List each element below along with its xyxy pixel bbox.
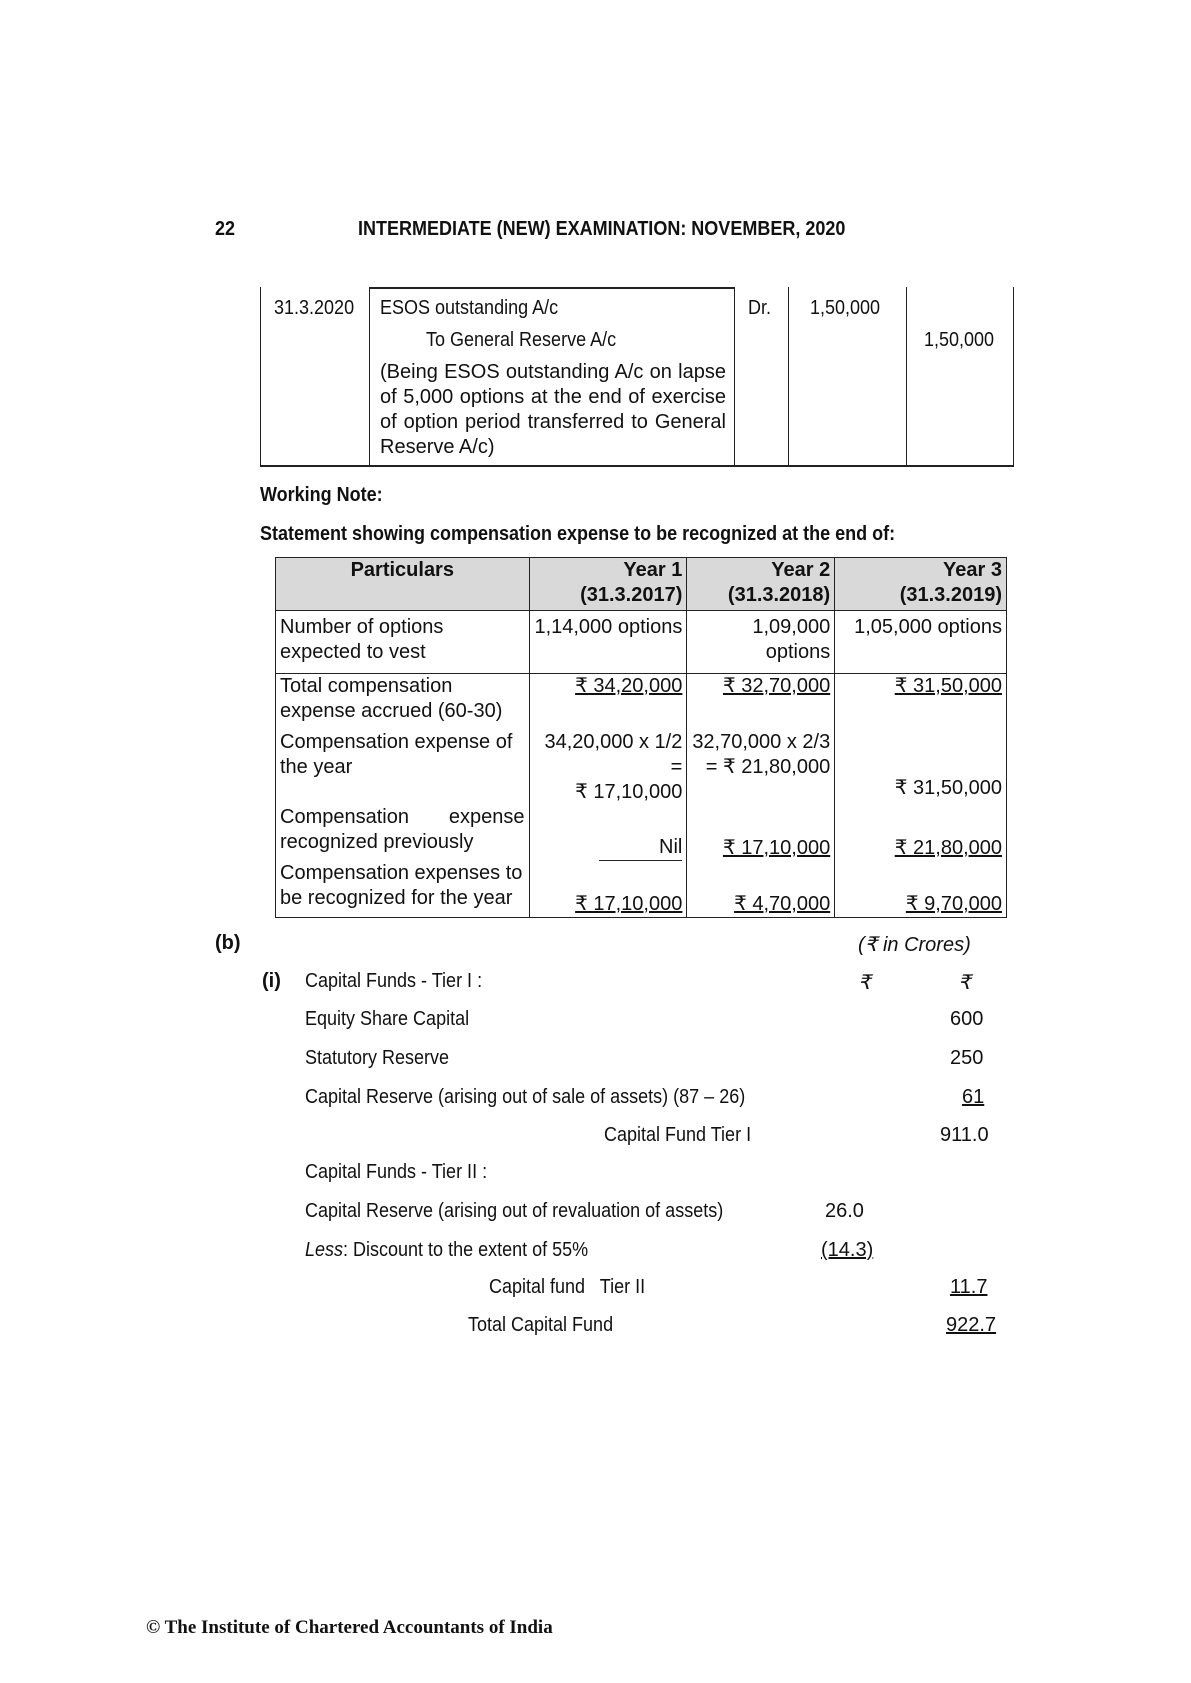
row-to-recognize-y2-value: ₹ 4,70,000 <box>734 893 831 915</box>
row-to-recognize-y3 <box>835 861 1007 918</box>
header-year1-label: Year 1 <box>623 559 683 581</box>
page-title: INTERMEDIATE (NEW) EXAMINATION: NOVEMBER, 2020 <box>358 218 846 240</box>
row-expense-year-y2-formula: 32,70,000 x 2/3 <box>692 731 831 753</box>
journal-border-left <box>260 287 261 466</box>
journal-border-right <box>1013 287 1014 466</box>
header-year3-label: Year 3 <box>943 559 1002 581</box>
table-row <box>276 861 1007 918</box>
journal-border-debit <box>906 287 907 466</box>
row-expense-year-label: Compensation expense of the year <box>276 730 530 805</box>
compensation-expense-table <box>275 557 1007 918</box>
journal-debit-amount: 1,50,000 <box>810 297 881 319</box>
row-total-accrued-y3-value: ₹ 31,50,000 <box>894 675 1002 697</box>
capital-reserve-sale-label: Capital Reserve (arising out of sale of assets) (87 – 26) <box>305 1086 746 1108</box>
part-i-label: (i) <box>262 970 281 992</box>
page-number: 22 <box>215 218 236 240</box>
header-year1-date: (31.3.2017) <box>580 584 683 606</box>
copyright-footer: © The Institute of Chartered Accountants of India <box>146 1617 553 1638</box>
capital-reserve-reval-label: Capital Reserve (arising out of revaluation of assets) <box>305 1200 724 1222</box>
row-total-accrued-y1-value: ₹ 34,20,000 <box>575 675 683 697</box>
discount-value: (14.3) <box>821 1239 874 1261</box>
row-total-accrued-y2-value: ₹ 32,70,000 <box>722 675 831 697</box>
discount-line <box>305 1239 588 1262</box>
journal-border-particulars <box>734 287 735 466</box>
working-note-heading: Working Note: <box>260 484 383 506</box>
row-total-accrued-y3 <box>835 674 1007 731</box>
unit-note: (₹ in Crores) <box>858 934 971 956</box>
row-expense-year-y2 <box>687 730 835 805</box>
row-recognized-prev-y3 <box>835 805 1007 861</box>
tier2-total-label: Capital fund Tier II <box>489 1276 646 1298</box>
journal-entry-table <box>260 287 1014 466</box>
journal-border-date <box>369 287 370 466</box>
row-recognized-prev-y2-value: ₹ 17,10,000 <box>722 837 831 859</box>
row-options-y2: 1,09,000 options <box>687 611 835 674</box>
table-row <box>276 611 1007 674</box>
capital-reserve-reval-value: 26.0 <box>825 1200 864 1222</box>
row-recognized-prev-y2 <box>687 805 835 861</box>
row-options-y3: 1,05,000 options <box>835 611 1007 674</box>
row-expense-year-y1-formula: 34,20,000 x 1/2 = <box>544 731 683 778</box>
part-b-label: (b) <box>215 932 241 954</box>
journal-credit-account: To General Reserve A/c <box>426 329 617 351</box>
row-expense-year-y3: ₹ 31,50,000 <box>835 730 1007 805</box>
row-to-recognize-y1-value: ₹ 17,10,000 <box>575 893 683 915</box>
journal-dr-label: Dr. <box>748 297 772 319</box>
table-row <box>276 730 1007 805</box>
header-year2-date: (31.3.2018) <box>727 584 831 606</box>
row-recognized-prev-y1 <box>529 805 687 861</box>
currency-col1: ₹ <box>858 972 871 994</box>
tier1-total-value: 911.0 <box>940 1124 989 1146</box>
journal-debit-account: ESOS outstanding A/c <box>380 297 559 319</box>
row-total-accrued-y1 <box>529 674 687 731</box>
row-total-accrued-label: Total compensation expense accrued (60-30) <box>276 674 530 731</box>
journal-border-lf <box>788 287 789 466</box>
journal-top-rule <box>369 287 734 289</box>
row-expense-year-y1 <box>529 730 687 805</box>
header-particulars <box>276 558 530 611</box>
row-to-recognize-label: Compensation expenses to be recognized for the year <box>276 861 530 918</box>
equity-value: 600 <box>950 1008 984 1030</box>
capital-reserve-sale-value: 61 <box>962 1086 985 1108</box>
row-to-recognize-y2 <box>687 861 835 918</box>
header-year3-date: (31.3.2019) <box>899 584 1002 606</box>
journal-bottom-rule <box>260 465 1014 467</box>
statement-title: Statement showing compensation expense to be recognized at the end of: <box>260 523 896 545</box>
row-recognized-prev-y3-value: ₹ 21,80,000 <box>894 837 1002 859</box>
table-row <box>276 674 1007 731</box>
less-word: Less <box>305 1239 344 1261</box>
row-to-recognize-y1 <box>529 861 687 918</box>
journal-narration: (Being ESOS outstanding A/c on lapse of 5,000 options at the end of exercise of option period transferred to General Reserve A/c) <box>380 361 726 458</box>
row-options-label: Number of options expected to vest <box>276 611 530 674</box>
row-expense-year-y1-value: ₹ 17,10,000 <box>575 781 683 803</box>
header-year3 <box>835 558 1007 611</box>
tier2-total-value: 11.7 <box>950 1276 988 1298</box>
statutory-label: Statutory Reserve <box>305 1047 450 1069</box>
journal-date: 31.3.2020 <box>274 297 355 319</box>
row-recognized-prev-y1-value: Nil <box>599 835 682 861</box>
equity-label: Equity Share Capital <box>305 1008 470 1030</box>
tier1-heading: Capital Funds - Tier I : <box>305 970 483 992</box>
tier1-total-label: Capital Fund Tier I <box>604 1124 752 1146</box>
header-year2 <box>687 558 835 611</box>
currency-col2: ₹ <box>958 972 971 994</box>
header-year1 <box>529 558 687 611</box>
header-year2-label: Year 2 <box>771 559 831 581</box>
discount-label: : Discount to the extent of 55% <box>343 1239 589 1261</box>
row-total-accrued-y2 <box>687 674 835 731</box>
row-recognized-prev-label: Compensation expense recognized previously <box>276 805 530 861</box>
tier2-heading: Capital Funds - Tier II : <box>305 1161 488 1183</box>
header-particulars-label: Particulars <box>350 559 454 581</box>
journal-credit-amount: 1,50,000 <box>924 329 995 351</box>
statutory-value: 250 <box>950 1047 984 1069</box>
total-capital-value: 922.7 <box>946 1314 997 1336</box>
table-header-row <box>276 558 1007 611</box>
row-to-recognize-y3-value: ₹ 9,70,000 <box>905 893 1002 915</box>
table-row <box>276 805 1007 861</box>
total-capital-label: Total Capital Fund <box>468 1314 614 1336</box>
row-expense-year-y2-value: = ₹ 21,80,000 <box>705 756 831 778</box>
row-options-y1: 1,14,000 options <box>529 611 687 674</box>
